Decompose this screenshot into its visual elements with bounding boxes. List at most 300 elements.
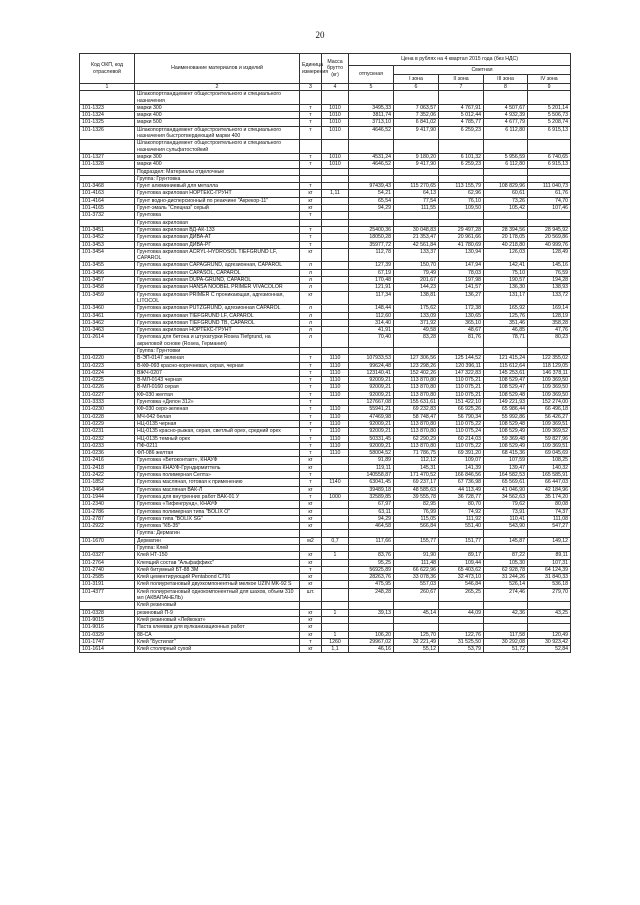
table-row	[80, 545, 571, 552]
cell-price-release: 67,97	[349, 501, 394, 508]
header-zone-3: III зона	[484, 75, 528, 84]
cell-price-release: 99624,48	[349, 362, 394, 369]
cell-mass: 1010	[322, 119, 349, 126]
cell-price-zone-2: 89,17	[439, 552, 484, 559]
cell-price-zone-2: 53,79	[439, 646, 484, 653]
cell-price-zone-2	[439, 175, 484, 182]
table-row	[80, 112, 571, 119]
cell-mass: 1110	[322, 413, 349, 420]
column-index-row	[80, 84, 571, 91]
cell-mass: 1110	[322, 406, 349, 413]
cell-price-release: 3713,10	[349, 119, 394, 126]
cell-price-zone-3: 165,92	[484, 305, 528, 312]
cell-code: 101-2614	[80, 334, 135, 348]
cell-price-release: 25400,36	[349, 226, 394, 233]
cell-price-zone-4: 107,31	[528, 559, 571, 566]
cell-price-zone-2: 5 012,44	[439, 112, 484, 119]
cell-price-zone-1	[394, 91, 439, 105]
table-row	[80, 347, 571, 354]
cell-name: Группа: Клей	[135, 545, 300, 552]
cell-name: Шлакопортландцемент общестроительного и специального назначения сульфатостойкий	[135, 140, 300, 154]
cell-name: Грунтовка КНАУФ-Грундирмиттель	[135, 464, 300, 471]
table-row	[80, 161, 571, 168]
cell-price-release: 248,28	[349, 588, 394, 602]
cell-name: резиновый П-9	[135, 609, 300, 616]
cell-price-zone-1: 49,58	[394, 327, 439, 334]
cell-price-zone-2: 141,57	[439, 284, 484, 291]
cell-mass	[322, 347, 349, 354]
cell-price-zone-4: 111,08	[528, 515, 571, 522]
cell-price-zone-3: 110,41	[484, 515, 528, 522]
cell-unit	[300, 530, 322, 537]
cell-code: 101-3457	[80, 277, 135, 284]
cell-name: Грунтовка акриловая PRIMER С проникающая, адгезионная, LITOCOL	[135, 291, 300, 305]
cell-unit: л	[300, 269, 322, 276]
cell-unit: кг	[300, 646, 322, 653]
cell-price-zone-1: 566,84	[394, 523, 439, 530]
cell-price-release: 63,11	[349, 508, 394, 515]
cell-unit: т	[300, 638, 322, 645]
cell-price-zone-4: 146 378,11	[528, 369, 571, 376]
cell-price-zone-2: 44 113,49	[439, 486, 484, 493]
cell-mass	[322, 175, 349, 182]
cell-price-zone-2: 67 736,98	[439, 479, 484, 486]
cell-price-zone-4: 109 369,50	[528, 384, 571, 391]
cell-mass	[322, 262, 349, 269]
cell-code	[80, 140, 135, 154]
cell-price-release: 3811,74	[349, 112, 394, 119]
cell-price-release: 29967,02	[349, 638, 394, 645]
cell-price-zone-4: 149,12	[528, 537, 571, 544]
cell-price-zone-4: 165 585,91	[528, 472, 571, 479]
cell-unit: кг	[300, 457, 322, 464]
cell-price-zone-3: 543,90	[484, 523, 528, 530]
cell-unit	[300, 140, 322, 154]
cell-name: Грунтовка для внутренних работ ВАК-01 У	[135, 493, 300, 500]
cell-price-zone-3: 60,61	[484, 190, 528, 197]
cell-price-zone-2: 41 780,69	[439, 241, 484, 248]
cell-price-release: 47469,98	[349, 413, 394, 420]
cell-price-zone-3: 5 956,59	[484, 153, 528, 160]
cell-unit: л	[300, 312, 322, 319]
cell-price-zone-4: 28 945,92	[528, 226, 571, 233]
cell-unit: кг	[300, 291, 322, 305]
cell-mass: 1110	[322, 420, 349, 427]
cell-price-zone-2: 44,09	[439, 609, 484, 616]
table-row	[80, 530, 571, 537]
cell-price-zone-4: 69 045,69	[528, 450, 571, 457]
cell-mass	[322, 312, 349, 319]
table-row	[80, 212, 571, 219]
table-row	[80, 581, 571, 588]
cell-unit: т	[300, 234, 322, 241]
cell-price-release: 148,44	[349, 305, 394, 312]
cell-code: 101-1670	[80, 537, 135, 544]
cell-name: Грунтовка акриловая PUTZGRUND, адгезионная CAPAROL	[135, 305, 300, 312]
cell-code: 101-0232	[80, 435, 135, 442]
cell-code	[80, 168, 135, 175]
cell-price-zone-3: 51,72	[484, 646, 528, 653]
col-index: 8	[484, 84, 528, 91]
cell-unit: т	[300, 112, 322, 119]
cell-code: 101-2585	[80, 574, 135, 581]
col-index: 7	[439, 84, 484, 91]
cell-price-zone-2: 76,10	[439, 197, 484, 204]
cell-code: 101-1328	[80, 161, 135, 168]
cell-price-release	[349, 140, 394, 154]
cell-name: Клей резиновый	[135, 602, 300, 609]
cell-code: 101-3732	[80, 212, 135, 219]
cell-price-zone-1: 133,37	[394, 248, 439, 262]
cell-mass	[322, 545, 349, 552]
cell-code: 101-2922	[80, 523, 135, 530]
cell-mass	[322, 472, 349, 479]
cell-price-zone-2: 74,92	[439, 508, 484, 515]
cell-unit: кг	[300, 515, 322, 522]
cell-price-zone-4: 138,93	[528, 284, 571, 291]
cell-name: Клей битумный БТ-88 ЗМ	[135, 566, 300, 573]
cell-price-zone-4: 109 369,52	[528, 428, 571, 435]
cell-price-zone-4: 140,32	[528, 464, 571, 471]
cell-price-zone-2: 110 075,22	[439, 442, 484, 449]
cell-name: Шлакопортландцемент общестроительного и специального назначения	[135, 91, 300, 105]
cell-price-release: 92009,21	[349, 420, 394, 427]
cell-price-zone-1: 113 870,80	[394, 442, 439, 449]
cell-price-zone-3: 78,71	[484, 334, 528, 348]
cell-price-zone-4: 109 369,50	[528, 377, 571, 384]
cell-mass	[322, 334, 349, 348]
cell-unit: л	[300, 319, 322, 326]
cell-unit: т	[300, 119, 322, 126]
cell-code	[80, 602, 135, 609]
cell-mass	[322, 140, 349, 154]
table-row	[80, 450, 571, 457]
cell-mass	[322, 91, 349, 105]
cell-price-release: 121,91	[349, 284, 394, 291]
cell-price-zone-4	[528, 602, 571, 609]
cell-unit: л	[300, 277, 322, 284]
cell-price-zone-1: 133,09	[394, 312, 439, 319]
cell-price-zone-3: 55 992,86	[484, 413, 528, 420]
cell-price-zone-2: 120 396,11	[439, 362, 484, 369]
table-row	[80, 377, 571, 384]
cell-price-zone-3: 108 529,47	[484, 384, 528, 391]
cell-price-zone-3: 139,47	[484, 464, 528, 471]
cell-price-zone-3: 145,87	[484, 537, 528, 544]
cell-price-zone-3: 145 253,61	[484, 369, 528, 376]
cell-price-zone-2: 551,40	[439, 523, 484, 530]
cell-price-zone-1: 48 585,63	[394, 486, 439, 493]
cell-mass	[322, 226, 349, 233]
table-row	[80, 515, 571, 522]
cell-price-zone-1: 55,12	[394, 646, 439, 653]
cell-unit: т	[300, 241, 322, 248]
cell-price-zone-3: 107,59	[484, 457, 528, 464]
table-row	[80, 226, 571, 233]
cell-name: Грунтовка акриловая CAPAGRUND, адгезионная, CAPAROL	[135, 262, 300, 269]
cell-mass: 1110	[322, 362, 349, 369]
cell-price-zone-2	[439, 530, 484, 537]
cell-code: 101-2340	[80, 501, 135, 508]
cell-price-zone-2: 109,44	[439, 559, 484, 566]
cell-name: Грунтовка акриловая НОРТЕКС-ГРУНТ	[135, 190, 300, 197]
cell-price-release: 50331,45	[349, 435, 394, 442]
cell-price-zone-2: 151 422,10	[439, 399, 484, 406]
table-row	[80, 262, 571, 269]
cell-name: марки 300	[135, 153, 300, 160]
table-row	[80, 126, 571, 140]
cell-price-zone-4: 31 840,33	[528, 574, 571, 581]
table-row	[80, 588, 571, 602]
table-row	[80, 435, 571, 442]
cell-price-zone-3: 79,62	[484, 501, 528, 508]
col-index: 6	[394, 84, 439, 91]
cell-unit: кг	[300, 631, 322, 638]
cell-price-zone-1	[394, 212, 439, 219]
cell-price-zone-1: 115,05	[394, 515, 439, 522]
cell-price-release	[349, 212, 394, 219]
cell-price-zone-1: 113 870,80	[394, 420, 439, 427]
cell-price-zone-3: 68 415,36	[484, 450, 528, 457]
table-row	[80, 312, 571, 319]
cell-code: 101-0327	[80, 552, 135, 559]
cell-price-zone-3: 46,85	[484, 327, 528, 334]
cell-name: НЦ-0135 темный орех	[135, 435, 300, 442]
cell-name: МЧ-042 белая	[135, 413, 300, 420]
cell-unit: кг	[300, 197, 322, 204]
cell-price-zone-4: 169,14	[528, 305, 571, 312]
cell-price-zone-1: 144,23	[394, 284, 439, 291]
cell-name: НЦ-0135 черная	[135, 420, 300, 427]
cell-name: КФ-030 желтая	[135, 391, 300, 398]
cell-price-zone-4: 66 447,03	[528, 479, 571, 486]
cell-price-zone-1: 112,12	[394, 457, 439, 464]
cell-unit: кг	[300, 559, 322, 566]
cell-mass: 1140	[322, 479, 349, 486]
cell-price-zone-1: 76,99	[394, 508, 439, 515]
cell-price-zone-4: 56 426,27	[528, 413, 571, 420]
table-row	[80, 559, 571, 566]
cell-price-zone-1: 111,55	[394, 205, 439, 212]
col-index: 9	[528, 84, 571, 91]
cell-unit	[300, 219, 322, 226]
cell-code: 101-0220	[80, 355, 135, 362]
cell-unit: кг	[300, 464, 322, 471]
cell-price-zone-1: 113 870,80	[394, 428, 439, 435]
cell-mass	[322, 183, 349, 190]
cell-mass	[322, 197, 349, 204]
cell-price-release: 3495,33	[349, 104, 394, 111]
cell-mass: 1110	[322, 377, 349, 384]
cell-price-zone-1: 30 048,83	[394, 226, 439, 233]
cell-mass	[322, 284, 349, 291]
cell-name: В-МЛ-0160 серая	[135, 384, 300, 391]
cell-unit: кг	[300, 205, 322, 212]
table-row	[80, 631, 571, 638]
cell-mass	[322, 624, 349, 631]
cell-name: Дерматин	[135, 537, 300, 544]
cell-mass	[322, 530, 349, 537]
cell-price-zone-4: 109 369,51	[528, 420, 571, 427]
cell-mass	[322, 508, 349, 515]
cell-code: 101-3459	[80, 291, 135, 305]
cell-price-release: 70,40	[349, 334, 394, 348]
cell-name: Грунтовка акриловая HANSA NOOBEL PRIMER VIVACOLOR	[135, 284, 300, 291]
cell-code: 101-3455	[80, 262, 135, 269]
cell-price-zone-4: 6 915,13	[528, 126, 571, 140]
cell-code: 101-2418	[80, 464, 135, 471]
cell-price-zone-4: 89,11	[528, 552, 571, 559]
cell-price-zone-1: 9 417,90	[394, 126, 439, 140]
table-row	[80, 566, 571, 573]
cell-price-zone-2: 147 322,83	[439, 369, 484, 376]
cell-mass	[322, 212, 349, 219]
cell-price-release	[349, 545, 394, 552]
cell-price-zone-2: 65 403,62	[439, 566, 484, 573]
cell-price-zone-1: 82,95	[394, 501, 439, 508]
cell-price-zone-4: 66 496,18	[528, 406, 571, 413]
cell-price-zone-2: 265,25	[439, 588, 484, 602]
cell-price-zone-3	[484, 545, 528, 552]
table-row	[80, 428, 571, 435]
table-row	[80, 183, 571, 190]
cell-unit: кг	[300, 508, 322, 515]
cell-code: 101-1325	[80, 119, 135, 126]
table-header	[80, 54, 571, 91]
cell-price-release: 91,89	[349, 457, 394, 464]
cell-price-zone-4: 35 174,20	[528, 493, 571, 500]
cell-price-zone-3	[484, 168, 528, 175]
cell-name: Грунтовка полимерная типа "BOLIX O"	[135, 508, 300, 515]
table-row	[80, 523, 571, 530]
cell-unit: кг	[300, 486, 322, 493]
cell-price-zone-3: 108 529,49	[484, 428, 528, 435]
cell-code: 101-2787	[80, 515, 135, 522]
cell-name: Грунтовка акриловая ВД-АК-133	[135, 226, 300, 233]
cell-price-zone-3	[484, 91, 528, 105]
cell-code: 101-4164	[80, 197, 135, 204]
cell-name: ВЖЧ-0207	[135, 369, 300, 376]
cell-mass	[322, 241, 349, 248]
cell-code: 101-0233	[80, 442, 135, 449]
cell-name: ФЛ-086 желтая	[135, 450, 300, 457]
cell-price-zone-4	[528, 175, 571, 182]
cell-mass	[322, 305, 349, 312]
cell-code: 101-2764	[80, 559, 135, 566]
cell-mass	[322, 616, 349, 623]
cell-price-zone-3	[484, 530, 528, 537]
cell-mass	[322, 581, 349, 588]
cell-price-zone-3: 108 529,49	[484, 442, 528, 449]
cell-name: НЦ-0135 красно-рыжая, серая, светлый орех, средний орех	[135, 428, 300, 435]
cell-price-release: 67,19	[349, 269, 394, 276]
cell-unit: т	[300, 369, 322, 376]
cell-price-zone-3: 190,57	[484, 277, 528, 284]
cell-mass: 0,7	[322, 537, 349, 544]
cell-price-zone-1: 9 417,90	[394, 161, 439, 168]
cell-price-zone-4: 152 274,00	[528, 399, 571, 406]
header-price-group: Цена в рублях на 4 квартал 2015 года (без НДС)	[349, 54, 571, 66]
cell-code: 101-4377	[80, 588, 135, 602]
cell-price-zone-3: 73,91	[484, 508, 528, 515]
cell-mass: 1	[322, 631, 349, 638]
cell-name: Грунтовка «Тифенгрунд», КНАУФ	[135, 501, 300, 508]
cell-price-zone-3: 6 112,80	[484, 126, 528, 140]
cell-unit: т	[300, 413, 322, 420]
cell-price-release: 95,25	[349, 559, 394, 566]
cell-price-zone-4: 5 201,14	[528, 104, 571, 111]
cell-mass: 1010	[322, 153, 349, 160]
cell-unit: л	[300, 284, 322, 291]
header-release: отпускная	[349, 66, 394, 84]
cell-price-zone-3: 351,46	[484, 319, 528, 326]
cell-unit: кг	[300, 501, 322, 508]
cell-price-zone-1: 21 353,47	[394, 234, 439, 241]
cell-mass	[322, 269, 349, 276]
cell-price-zone-3: 164 582,53	[484, 472, 528, 479]
cell-mass	[322, 234, 349, 241]
cell-price-release: 127,39	[349, 262, 394, 269]
cell-price-release: 92009,21	[349, 377, 394, 384]
cell-price-release	[349, 602, 394, 609]
cell-unit: л	[300, 305, 322, 312]
table-row	[80, 420, 571, 427]
cell-unit: т	[300, 442, 322, 449]
cell-unit: шт.	[300, 588, 322, 602]
cell-price-release: 94,29	[349, 205, 394, 212]
cell-price-zone-1: 371,92	[394, 319, 439, 326]
cell-price-zone-3: 149 221,93	[484, 399, 528, 406]
table-row	[80, 369, 571, 376]
cell-unit: т	[300, 377, 322, 384]
cell-name: Грунтовка акриловая ДИВА-АТ	[135, 234, 300, 241]
cell-price-zone-2	[439, 616, 484, 623]
cell-unit: т	[300, 493, 322, 500]
cell-price-zone-2: 56 790,34	[439, 413, 484, 420]
cell-price-zone-3: 6 112,80	[484, 161, 528, 168]
cell-price-zone-3: 142,41	[484, 262, 528, 269]
cell-unit: т	[300, 472, 322, 479]
table-row	[80, 269, 571, 276]
cell-price-zone-4	[528, 624, 571, 631]
cell-unit: т	[300, 435, 322, 442]
cell-price-zone-3: 115 612,64	[484, 362, 528, 369]
cell-mass	[322, 327, 349, 334]
cell-price-zone-3: 4 932,39	[484, 112, 528, 119]
col-index: 4	[322, 84, 349, 91]
col-index: 3	[300, 84, 322, 91]
cell-price-zone-2: 6 101,32	[439, 153, 484, 160]
cell-price-zone-2: 80,70	[439, 501, 484, 508]
cell-unit: т	[300, 362, 322, 369]
cell-price-zone-4: 547,27	[528, 523, 571, 530]
cell-unit: т	[300, 212, 322, 219]
cell-code: 101-3191	[80, 581, 135, 588]
cell-price-zone-4: 80,08	[528, 501, 571, 508]
cell-code: 101-3454	[80, 248, 135, 262]
cell-name: Клей "Бустилат"	[135, 638, 300, 645]
cell-price-zone-4: 5 506,73	[528, 112, 571, 119]
cell-price-release: 39489,18	[349, 486, 394, 493]
cell-code: 101-2740	[80, 566, 135, 573]
cell-mass	[322, 486, 349, 493]
cell-price-zone-3: 28 394,56	[484, 226, 528, 233]
cell-code: 101-3458	[80, 284, 135, 291]
cell-code: 101-1323	[80, 104, 135, 111]
cell-price-release: 35977,72	[349, 241, 394, 248]
cell-unit: кг	[300, 552, 322, 559]
table-row	[80, 457, 571, 464]
